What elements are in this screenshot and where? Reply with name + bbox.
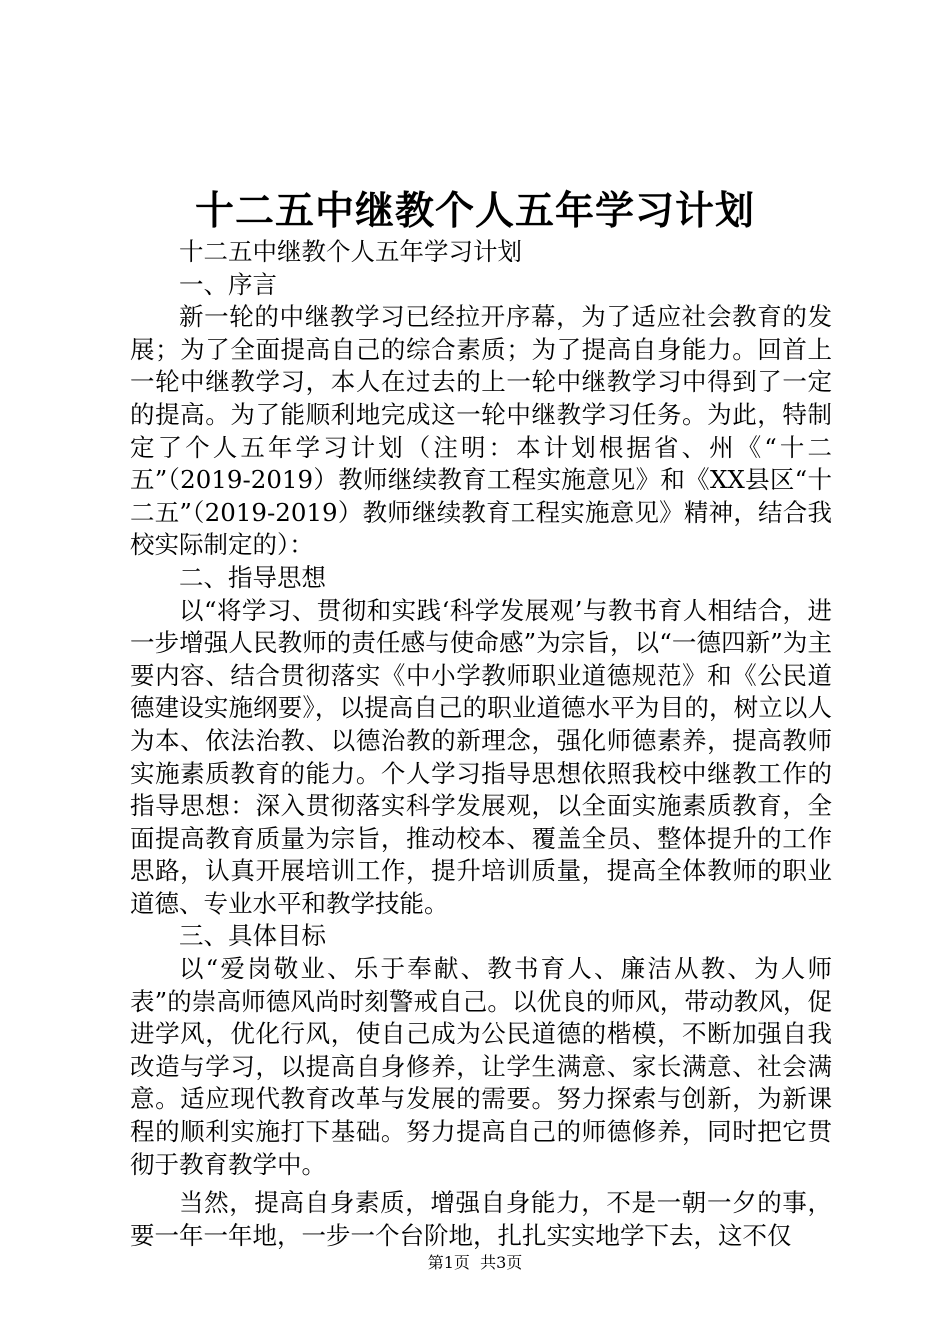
specific-goals-paragraph: 以“爱岗敬业、乐于奉献、教书育人、廉洁从教、为人师表”的崇高师德风尚时刻警戒自己。以优良的师风，带动教风，促进学风，优化行风，使自己成为公民道德的楷模，不断加强自我改造与学习，以提高自身修养，让学生满意、家长满意、社会满意。适应现代教育改革与发展的需要。努力探索与创新，为新课程的顺利实施打下基础。努力提高自己的师德修养，同时把它贯彻于教育教学中。 xyxy=(130,954,832,1179)
subtitle-paragraph: 十二五中继教个人五年学习计划 xyxy=(179,237,522,266)
document-body xyxy=(130,236,832,1252)
page-number: 第1页 xyxy=(427,1253,470,1272)
section-heading-specific-goals: 三、具体目标 xyxy=(179,921,326,951)
preface-paragraph: 新一轮的中继教学习已经拉开序幕，为了适应社会教育的发展；为了全面提高自己的综合素质；为了提高自身能力。回首上一轮中继教学习，本人在过去的上一轮中继教学习中得到了一定的提高。为了能顺利地完成这一轮中继教学习任务。为此，特制定了个人五年学习计划（注明：本计划根据省、州《“十二五”（2019-2019）教师继续教育工程实施意见》和《XX县区“十二五”（2019-2019）教师继续教育工程实施意见》精神，结合我校实际制定的）： xyxy=(130,302,832,560)
guiding-ideology-paragraph: 以“将学习、贯彻和实践‘科学发展观’与教书育人相结合，进一步增强人民教师的责任感与使命感”为宗旨，以“一德四新”为主要内容、结合贯彻落实《中小学教师职业道德规范》和《公民道德建设实施纲要》，以提高自己的职业道德水平为目的，树立以人为本、依法治教、以德治教的新理念，强化师德素养，提高教师实施素质教育的能力。个人学习指导思想依照我校中继教工作的指导思想：深入贯彻落实科学发展观，以全面实施素质教育，全面提高教育质量为宗旨，推动校本、覆盖全员、整体提升的工作思路，认真开展培训工作，提升培训质量，提高全体教师的职业道德、专业水平和教学技能。 xyxy=(130,595,832,918)
section-heading-preface: 一、序言 xyxy=(179,269,277,299)
page-footer xyxy=(0,1252,950,1274)
page-total: 共3页 xyxy=(480,1253,523,1272)
document-title: 十二五中继教个人五年学习计划 xyxy=(194,188,755,234)
section-heading-guiding-ideology: 二、指导思想 xyxy=(179,562,326,592)
closing-paragraph: 当然，提高自身素质，增强自身能力，不是一朝一夕的事，要一年一年地，一步一个台阶地，扎扎实实地学下去，这不仅 xyxy=(130,1188,832,1250)
